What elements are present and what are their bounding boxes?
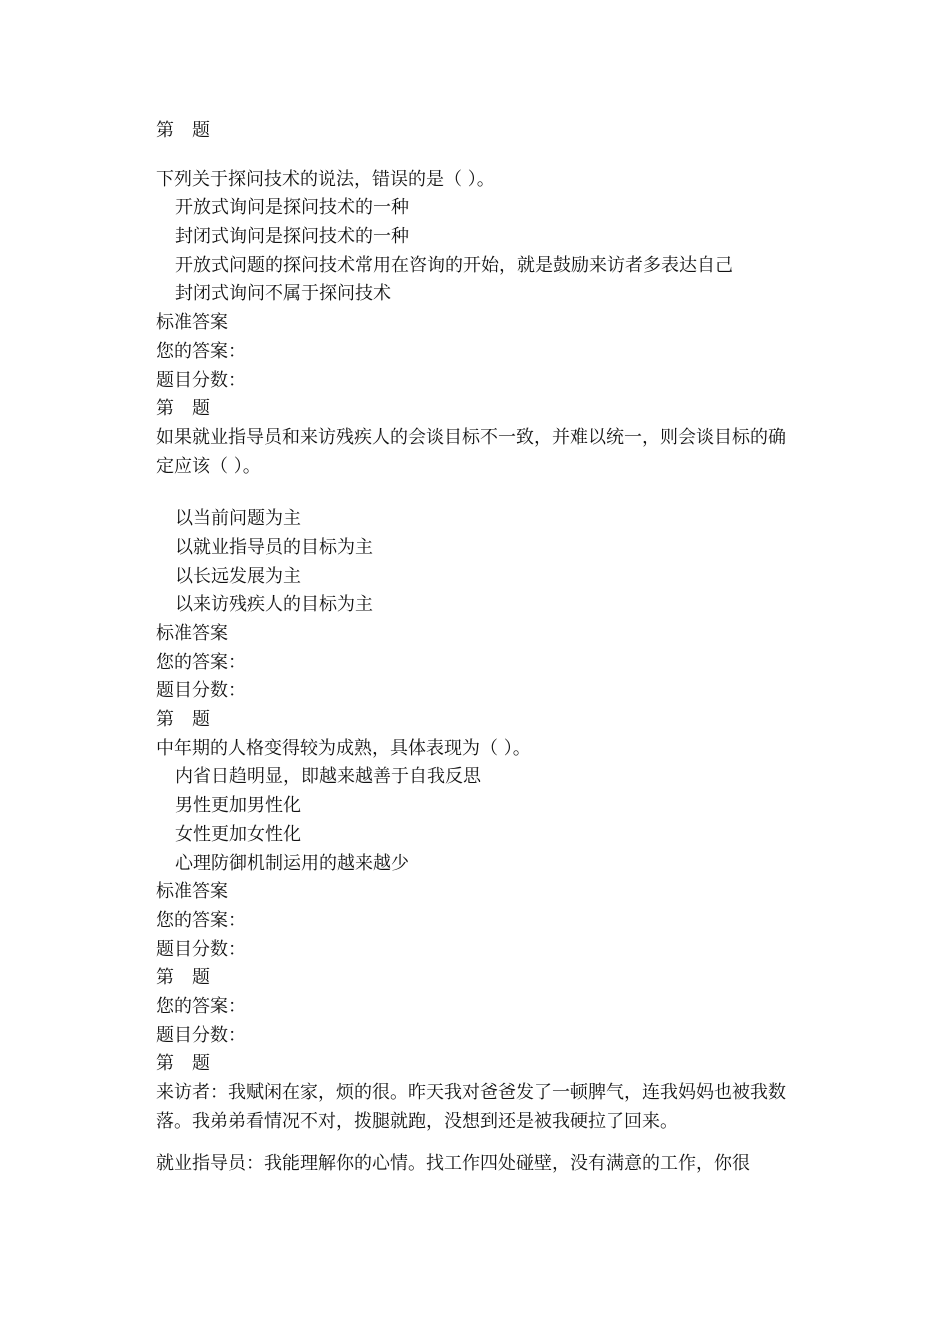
standard-answer-label: 标准答案 — [156, 312, 228, 334]
question-number: 第 题 — [156, 398, 210, 420]
your-answer-label: 您的答案： — [156, 651, 246, 673]
option-b[interactable]: 以就业指导员的目标为主 — [175, 536, 373, 558]
standard-answer-label: 标准答案 — [156, 881, 228, 903]
question-5 — [156, 1050, 796, 1179]
question-stem: 中年期的人格变得较为成熟，具体表现为（ ）。 — [156, 737, 531, 759]
option-a[interactable]: 开放式询问是探问技术的一种 — [175, 197, 409, 219]
score-label: 题目分数： — [156, 938, 246, 960]
option-c[interactable]: 开放式问题的探问技术常用在咨询的开始，就是鼓励来访者多表达自己 — [175, 254, 733, 276]
option-c[interactable]: 以长远发展为主 — [175, 565, 301, 587]
option-d[interactable]: 封闭式询问不属于探问技术 — [175, 283, 391, 305]
score-label: 题目分数： — [156, 369, 246, 391]
option-b[interactable]: 男性更加男性化 — [175, 795, 301, 817]
score-label: 题目分数： — [156, 1024, 246, 1046]
question-2 — [156, 395, 796, 706]
question-list — [156, 117, 796, 1179]
option-d[interactable]: 心理防御机制运用的越来越少 — [175, 852, 409, 874]
standard-answer-label: 标准答案 — [156, 623, 228, 645]
score-label: 题目分数： — [156, 680, 246, 702]
question-number: 第 题 — [156, 120, 210, 141]
question-stem: 如果就业指导员和来访残疾人的会谈目标不一致，并难以统一，则会谈目标的确定应该（ ）。 — [156, 426, 786, 477]
question-3 — [156, 706, 796, 964]
your-answer-label: 您的答案： — [156, 995, 246, 1017]
your-answer-label: 您的答案： — [156, 340, 246, 362]
question-1 — [156, 117, 796, 395]
dialogue-paragraph-1: 来访者：我赋闲在家，烦的很。昨天我对爸爸发了一顿脾气，连我妈妈也被我数落。我弟弟看情况不对，拨腿就跑，没想到还是被我硬拉了回来。 — [156, 1082, 786, 1132]
question-number: 第 题 — [156, 709, 210, 731]
option-a[interactable]: 内省日趋明显，即越来越善于自我反思 — [175, 766, 481, 788]
your-answer-label: 您的答案： — [156, 909, 246, 931]
question-4 — [156, 964, 796, 1050]
dialogue-paragraph-2: 就业指导员：我能理解你的心情。找工作四处碰壁，没有满意的工作，你很 — [156, 1153, 750, 1175]
option-c[interactable]: 女性更加女性化 — [175, 823, 301, 845]
question-number: 第 题 — [156, 1053, 210, 1075]
option-b[interactable]: 封闭式询问是探问技术的一种 — [175, 226, 409, 248]
option-d[interactable]: 以来访残疾人的目标为主 — [175, 594, 373, 616]
question-stem: 下列关于探问技术的说法，错误的是（ ）。 — [156, 168, 495, 190]
question-number: 第 题 — [156, 967, 210, 989]
option-a[interactable]: 以当前问题为主 — [175, 508, 301, 530]
